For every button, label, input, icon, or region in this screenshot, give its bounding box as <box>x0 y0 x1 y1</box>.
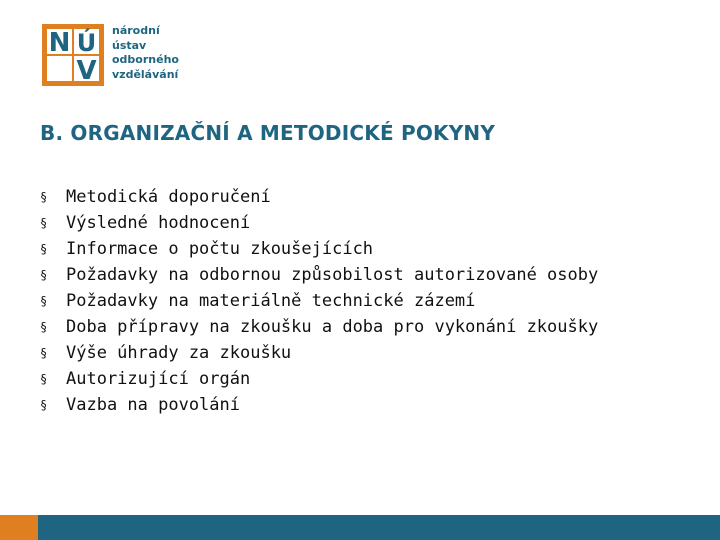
list-item <box>40 367 660 391</box>
list-item-text: Výsledné hodnocení <box>66 213 251 233</box>
bullet-marker-icon: § <box>40 398 48 412</box>
bullet-marker-icon: § <box>40 190 48 204</box>
bullet-marker-icon: § <box>40 242 48 256</box>
list-item <box>40 393 660 417</box>
list-item-text: Metodická doporučení <box>66 187 271 207</box>
logo-letter-v: V <box>76 56 97 86</box>
list-item <box>40 237 660 261</box>
logo-letter-n: N <box>48 28 71 58</box>
list-item-text: Informace o počtu zkoušejících <box>66 239 374 259</box>
logo-letter-u: Ú <box>76 29 97 57</box>
list-item-text: Autorizující orgán <box>66 369 251 389</box>
bullet-marker-icon: § <box>40 320 48 334</box>
nuv-logo-mark <box>42 24 104 86</box>
bullet-marker-icon: § <box>40 346 48 360</box>
bullet-list <box>40 185 660 419</box>
list-item-text: Vazba na povolání <box>66 395 240 415</box>
list-item-text: Požadavky na odbornou způsobilost autorizované osoby <box>66 265 599 285</box>
list-item <box>40 185 660 209</box>
footer-accent <box>0 515 38 540</box>
bullet-marker-icon: § <box>40 372 48 386</box>
logo-text: národní ústav odborného vzdělávání <box>112 24 179 81</box>
nuv-logo <box>42 24 202 86</box>
list-item-text: Požadavky na materiálně technické zázemí <box>66 291 476 311</box>
slide-title: B. ORGANIZAČNÍ A METODICKÉ POKYNY <box>40 121 496 145</box>
bullet-marker-icon: § <box>40 268 48 282</box>
list-item <box>40 341 660 365</box>
footer-bar <box>0 515 720 540</box>
list-item <box>40 211 660 235</box>
list-item-text: Doba přípravy na zkoušku a doba pro vykonání zkoušky <box>66 317 599 337</box>
bullet-marker-icon: § <box>40 294 48 308</box>
list-item <box>40 289 660 313</box>
list-item-text: Výše úhrady za zkoušku <box>66 343 292 363</box>
bullet-marker-icon: § <box>40 216 48 230</box>
list-item <box>40 315 660 339</box>
list-item <box>40 263 660 287</box>
